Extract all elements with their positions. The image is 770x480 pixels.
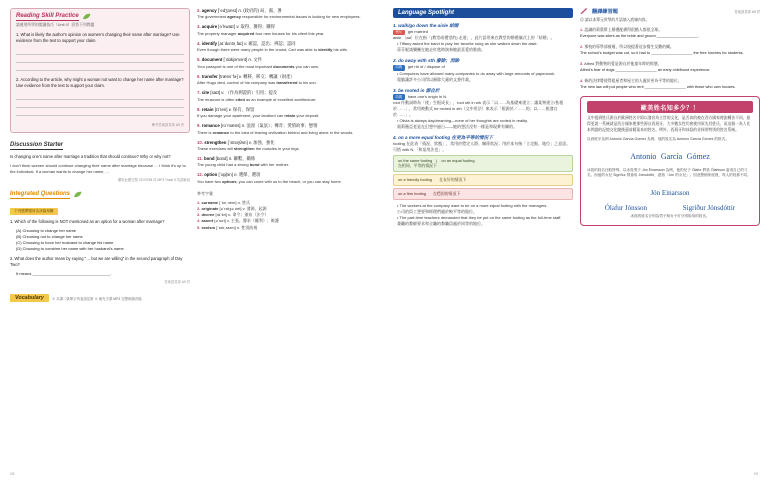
language-spotlight-header [393,8,573,18]
answer-line[interactable] [16,47,184,55]
icelandic-son-name: Ólafur Jónsson [604,204,648,213]
reference-item-zh: 主張、聲求（權利）；維護 [230,218,279,224]
translation-prompt-zh: 新的法律將使得租屋者和屋主的人處於更為平等的地位。 [584,78,682,84]
reading-skill-subtitle: 請運用所學的閱讀技巧（Unit 9）回答下列問題 [16,22,95,27]
translation-item [580,78,760,90]
vocab-entry-example: These exercises will strengthen the muscles in your legs. [197,145,300,151]
vocab-entry-example: The museum is often cited as an example of excellent architecture. [197,96,317,102]
reference-item-word: originate [201,206,219,211]
vocab-entry-phonetic: [aɪˋdɛntə͵faɪ] [218,40,243,46]
reference-item-word: decree [201,212,215,218]
synonym-chip: 同義 [393,94,405,100]
reference-item-zh: 性別歧視 [241,224,258,230]
names-panel-title: 歐美姓名知多少？！ [587,101,753,113]
vocab-entry-example: If you damage your apartment, your landlord can retain your deposit. [197,113,320,119]
translation-answer-en[interactable]: The school's budget was cut, so it had to ___________________ the free lunches for students. [580,50,744,56]
vocab-entry-number: 2. [197,8,201,13]
translation-prompt-zh: 認識的莉葉斯上婚禮配備得很酷人都很全球。 [584,27,663,32]
reading-skill-answer-note: 參考答案請見第 A9 頁 [151,123,184,128]
discussion-starter-question: Is changing one's name after marriage a tradition that should continue? Why or why not? [10,154,171,160]
spotlight-explanation: footing 在此表「情況、狀態」，常用於穩定人際、關係狀況；用於本句指「立足點、地位」之意思。 [393,141,571,147]
icelandic-daughter-name: Sigríður Jónsdóttir [682,204,736,213]
integrated-answer-note: 答案請見第 A9 頁 [164,280,190,285]
vocab-entry [197,74,377,86]
vocab-entry-zh: 確認、認出；辨認；認同 [248,40,296,46]
vocab-entry [197,24,377,36]
translation-answer-en[interactable]: The new law will put people who rent ___________________ with those who own houses. [580,84,736,90]
spotlight-item [393,58,573,82]
spotlight-example-zh: 電腦讓許多公司得以廢除大量的文書作業。 [397,76,473,82]
discussion-starter-note: 聽取此題完整 CD-ROM 或 MP3 Track 9 英語解說 [118,178,190,183]
vocab-entry [197,90,377,102]
discussion-starter-body: I don't think women should continue changing their name after marriage because … I think it's up to the individual. If a woman wants to change her name, … [10,163,186,175]
vocab-entry-pos: v. [228,106,232,112]
reading-skill-practice-box [10,8,190,133]
spotlight-number: 2. [393,58,397,64]
vocab-entry-headword: cite [201,90,210,96]
vocab-entry [197,140,377,152]
spotlight-headword: walk/go down the aisle [398,23,448,28]
vocab-entry-example: The property manager acquired four new houses for his client this year. [197,30,325,36]
vocab-entry-pos: n. [228,155,233,161]
vocab-entry [197,107,377,119]
icelandic-name-note: 冰島的姓名比較特殊，以冰島男子 Jón Einarsson 為例，他的兒子 Ólafur 將姓 Ólafsson 當成自己的父名，而他的女兒 Sigríður 則會用 Jónsdóttir，意指「Jón 的女兒」。因此整個家庭裡，每人的姓都不同。 [587,168,751,178]
integrated-q1-option-d[interactable]: (D) Choosing to combine her name with her husband's name [16,245,124,251]
vocab-entry-pos: v. [248,139,252,145]
spotlight-example-zh-1: 公司的員工想要和經理們處於較平等的地位。 [397,209,477,215]
reference-item-zh: 命令；頒布（法令） [232,212,269,218]
vocab-entry-pos: v. [221,90,225,96]
answer-line[interactable] [16,55,184,63]
spotlight-explanation-2: 可搭 with N.「和某用法也」。 [393,147,447,153]
reference-item-phonetic: [dɪˋkri] [215,212,227,218]
vocab-entry [197,172,377,184]
icelandic-children-cards [587,204,753,212]
vocab-entry-number: 12. [197,172,203,178]
translation-number: 3. [580,61,584,67]
vocab-entry-number: 4. [197,40,201,46]
translation-instruction: ◎ 請以本單元所學的片語填入底線內容。 [580,18,650,22]
spotlight-explanation: root 作動詞時為「使」生根成長」，root sth in sth 表示「以……為基礎來建立；讓某物建立/紮根於……」，常用被動式 be rooted in sth（文中用法）來表示「根源於／……的；以……根發自於……」。 [393,100,564,118]
vocab-entry-phonetic: [rɪˋten] [214,106,228,112]
spotlight-example-en: • Olivia is always daydreaming—none of her thoughts are rooted in reality. [397,118,528,124]
spotlight-headword: be rooted in [398,87,425,93]
reference-item-pos: v. [242,206,246,211]
reading-skill-question-1: 1. What is likely the author's opinion on women's changing their name after marriage? Use evidence from the text to support your claim. [16,31,180,43]
integrated-question-2: 2. What does the author mean by saying "… but we are willing" in the second paragraph of Day Two? [10,255,183,267]
vocab-entry-pos: n. [241,123,246,129]
vocab-entry-pos: n. [248,57,252,63]
spotlight-example-en: • Computers have allowed many companies to do away with large amounts of paperwork. [397,70,556,76]
spotlight-chip-text: have one's origin in N. [407,93,448,99]
left-page-column-2 [197,8,377,463]
reference-item-zh: 姓氏 [242,199,251,205]
phrase-yellow-zh: 在友好的情況下 [439,177,467,183]
spotlight-headword: on a more equal footing [398,135,451,141]
icelandic-caption: 冰島的姓名分別為男子與女子可分別取用的姓氏。 [630,214,710,219]
vocab-entry-pos: v. [244,40,248,46]
spotlight-example-en: • Tiffany asked the band to play her favorite song as she walked down the aisle. [397,41,538,47]
spotlight-example-en-2: • The part-time teachers demanded that they be put on the same footing as the full-time staff. [397,215,562,221]
reference-item-number: 4. [197,218,201,224]
reference-item-phonetic: [əˋsɝt] [214,218,226,224]
translation-item [580,44,760,56]
vocab-entry [197,57,377,69]
reference-item-word: sexism [201,224,216,230]
example-chip: 例句 [393,30,405,36]
icelandic-father-card [587,182,753,200]
vocab-entry-phonetic: [bɑnd] [215,155,228,161]
vocab-entry-number: 10. [197,139,203,145]
vocab-entry-headword: document [201,57,223,63]
translation-prompt-zh: Alfred 對動物的愛是源自於他童年時的經歷。 [584,61,662,67]
phrase-pink-zh: 在穩固的情況下 [433,191,461,197]
vocab-entry-phonetic: [ˋstrɛŋθən] [227,139,248,145]
vocab-entry-pos: n. [234,172,238,178]
spotlight-item [393,23,573,53]
answer-line[interactable] [16,100,184,108]
right-page [385,0,770,480]
synonym-chip: 同義 [393,65,405,71]
phrase-green-zh: 在相同、平等的情況下 [398,163,437,169]
spotlight-zh: 結婚 [449,23,459,28]
vocab-entry [197,41,377,53]
integrated-questions-title: Integrated Questions [10,191,71,198]
reference-item-phonetic: [ˋsɝ͵nem] [219,199,237,205]
vocab-entry-example: After Hugo died, control of his company was transferred to his son. [197,80,317,86]
translation-answer-tag: 答案請見第 A9 頁 [734,10,760,14]
vocab-entry-pos: v. [236,24,240,30]
reference-item-word: assert [201,218,214,224]
reference-item-pos: n. [237,199,241,205]
phrase-box-green: on the same footing | on an equal footing 在相同、平等的情況下 [393,155,573,172]
integrated-questions-header [10,191,190,199]
language-spotlight-column [393,8,573,463]
translation-prompt-zh: 那校的導學部被廢，所以校提著這步餐生及數的關。 [584,44,674,50]
spotlight-explanation: aisle ［aɪl］位在指「(教堂或禮堂的) 走道」，此片語用來在教堂的婚禮儀式上的「結婚」。 [393,35,555,41]
vocab-entry-example: The young child had a strong bond with her mother. [197,162,290,168]
pencil-icon [580,8,589,15]
vocab-entry-headword: romance [201,123,220,129]
translation-item [580,61,760,73]
vocab-entry-headword: retain [201,106,214,112]
reference-item-phonetic: [ˋsɛk͵sɪzm] [216,224,236,230]
spanish-name-note: 以西班牙為例 Antonio García Gómez 為例，他的姓名為 Antonio García Gómez 的格式。 [587,137,729,141]
answer-line[interactable] [16,92,184,100]
phrase-pink: on a firm footing [398,191,426,197]
translation-answer-en[interactable]: Alfred's fear of dogs ___________________ an early childhood experience. [580,67,711,73]
page-number-left: 28 [10,471,15,476]
discussion-starter-title: Discussion Starter [10,142,64,149]
reference-item-number: 1. [197,199,201,205]
spotlight-chip-text: get rid of / dispose of [407,64,445,70]
vocab-entry-number: 6. [197,73,201,79]
spanish-name-card [587,146,753,164]
spotlight-example-en-1: • The workers at the company want to be on a more equal footing with the managers. [397,203,548,209]
reference-item-pos: n. [236,224,241,230]
spotlight-chip-text: get married [407,29,428,34]
vocab-entry-number: 7. [197,90,201,96]
left-page-column-1 [10,8,190,463]
vocab-entry-phonetic: [trænsˋfɝ] [219,73,238,79]
phrase-box-yellow [393,174,573,186]
phrase-box-pink [393,188,573,200]
vocab-entry-zh: （作為例證的）引用；提及 [225,90,278,96]
names-panel-body: 文中提到姓氏源自於歐洲姓名介紹以發音為主旨的文化，是否真的被在西方國家裡流轉各不同，最得更說一系統就是西方國家裡那些源自西班牙、大多數女性仍會使用原先其姓氏，而這個一為人比本例證的記憶交化隨後還前個案本的姓名。例外，西班牙和冰島的非採用特別的姓名系統。 [587,116,751,133]
vocab-entry [197,156,377,168]
vocab-entry-phonetic: [ˋɑpʃən] [218,172,233,178]
spotlight-zh: 廢除；消除 [436,58,460,64]
vocab-entry-headword: agency [201,8,217,13]
integrated-questions-tag: 下列選擇題皆為該篇相關 [10,208,58,215]
vocab-entry-phonetic: [saɪt] [210,90,221,96]
spotlight-item [393,135,573,227]
vocab-entry-zh: 保有、保留 [232,106,255,112]
vocab-entry-example: Even though there were many people in the crowd, Carl was able to identify his wife. [197,47,348,53]
spotlight-item [393,88,573,130]
vocab-entry-zh: 文件 [253,57,262,63]
spanish-first-name: Antonio [630,152,657,162]
vocab-entry-zh: (政府的) 局、處、署 [243,8,282,13]
reference-vocab-title: 參考字彙 [197,190,213,196]
page-number-right: 29 [753,471,758,476]
integrated-q1-option-b[interactable]: (B) Choosing not to change her name [16,233,83,239]
vocab-entry-zh: 取得、獲得；購得 [240,24,275,30]
reference-vocab-item [197,225,377,231]
vocab-entry-pos: v. [238,73,242,79]
reference-item-number: 3. [197,212,201,218]
spanish-paternal-surname: García [660,152,683,162]
reading-skill-header [16,13,184,21]
vocab-entry-zh: 轉移、移交；轉讓（財產） [243,73,295,79]
vocab-entry-number: 8. [197,106,201,112]
translation-header [580,8,760,15]
vocabulary-header [10,294,190,302]
leaf-icon [73,191,82,198]
integrated-q1-option-c[interactable]: (C) Choosing to force her husband to change his name [16,239,114,245]
answer-line[interactable] [16,63,184,71]
vocab-entry [197,8,377,20]
translation-number: 2. [580,44,584,50]
vocab-entry-pos: n. [238,8,243,13]
translation-item [580,27,760,39]
vocab-entry-phonetic: [ˋedʒənsɪ] [217,8,238,13]
integrated-q2-answer-blank[interactable]: It means ___________________________________. [16,271,112,277]
vocabulary-note: ※ 本課二級單字列表請見第 ※ 補充字彙 MP3 完整朗讀音檔 [51,296,142,301]
vocab-entry-example: There is romance to the idea of leaving civilization behind and living alone in the woods. [197,129,354,135]
phrase-green-2: on an equal footing [441,158,475,164]
vocab-entry-example: Your passport is one of the most important documents you can own. [197,63,320,69]
vocab-entry-zh: 聯繫、關係 [233,155,256,161]
reference-item-pos: v. [226,218,230,224]
integrated-q1-option-a[interactable]: (A) Choosing to change her name [16,227,77,233]
vocab-entry-number: 9. [197,123,201,129]
spotlight-headword: do away with sth [398,58,435,64]
spotlight-example-zh: 蒂芬妮請樂團在她走紅毯時演奏她最喜愛的歌曲。 [397,47,485,53]
integrated-question-1: 1. Which of the following is NOT mentioned as an option for a woman after marriage? [10,218,165,224]
reference-item-pos: n. [228,212,232,218]
vocab-entry-phonetic: [əˋkwaɪr] [218,24,236,30]
icelandic-father-name: Jón Einarsson [650,189,690,198]
reference-item-zh: 發源、起源 [246,206,267,211]
vocab-entry-number: 3. [197,24,201,30]
reading-skill-question-2: 2. According to the article, why might a woman not want to change her name after marriage? Use evidence from the text to support your claim. [16,76,184,88]
translation-title: 翻譯練習題 [592,9,618,15]
vocab-entry-headword: identify [201,40,218,46]
vocab-entry-example: You have two options: you can come with us to the beach, or you can stay home. [197,178,342,184]
spotlight-number: 3. [393,87,397,93]
translation-answer-en[interactable]: Everyone was silent as the bride and groom ___________________. [580,33,699,39]
language-spotlight-title: Language Spotlight [398,10,454,16]
vocab-entry-headword: transfer [201,73,218,79]
right-page-column-2 [580,8,760,463]
vocab-entry-example: The government agency responsible for environmental issues is looking for new employees. [197,14,361,20]
answer-lines-1[interactable] [16,47,184,71]
reference-item-word: surname [201,199,219,205]
vocab-entry-phonetic: [roˋmæns] [220,123,241,129]
answer-lines-2[interactable] [16,92,184,116]
vocabulary-title: Vocabulary [10,294,49,302]
vocab-entry [197,123,377,135]
translation-number: 1. [580,27,584,32]
reference-item-number: 2. [197,206,201,211]
phrase-green-1: on the same footing [398,158,433,164]
reading-skill-title: Reading Skill Practice [16,13,79,19]
names-feature-panel [580,96,760,226]
phrase-yellow: on a friendly footing [398,177,432,183]
vocab-entry-number: 11. [197,155,203,161]
reference-item-phonetic: [əˋrɪdʒə͵net] [219,206,242,211]
translation-number: 4. [580,78,584,84]
spanish-maternal-surname: Gómez [686,152,710,162]
vocab-entry-zh: 浪漫（氣氛）；傳奇；愛情故事；戀情 [246,123,318,129]
vocab-entry-headword: bond [203,155,215,161]
vocab-entry-headword: acquire [201,24,218,30]
spotlight-number: 1. [393,23,397,28]
reference-item-number: 5. [197,224,201,230]
vocab-entry-zh: 加強、強化 [253,139,275,145]
spotlight-example-zh: 奧莉薇亞老是在幻想中過日——她的想法沒有一樣是和現實有關的。 [397,124,517,130]
vocab-entry-phonetic: [ˋdɑkjəmənt] [223,57,248,63]
spotlight-example-zh-2: 兼職的教師要求和全職的教職員處於同等的地位。 [397,221,485,227]
spotlight-zh: 源自於 [425,87,440,93]
spotlight-zh: 在更為平等的情況下 [451,135,493,141]
vocab-entry-number: 5. [197,57,201,63]
spotlight-number: 4. [393,135,397,141]
vocab-entry-headword: option [204,172,218,178]
leaf-icon [82,13,91,20]
vocab-entry-zh: 選擇、選項 [238,172,261,178]
vocab-entry-headword: strengthen [204,139,227,145]
answer-line[interactable] [16,108,184,116]
